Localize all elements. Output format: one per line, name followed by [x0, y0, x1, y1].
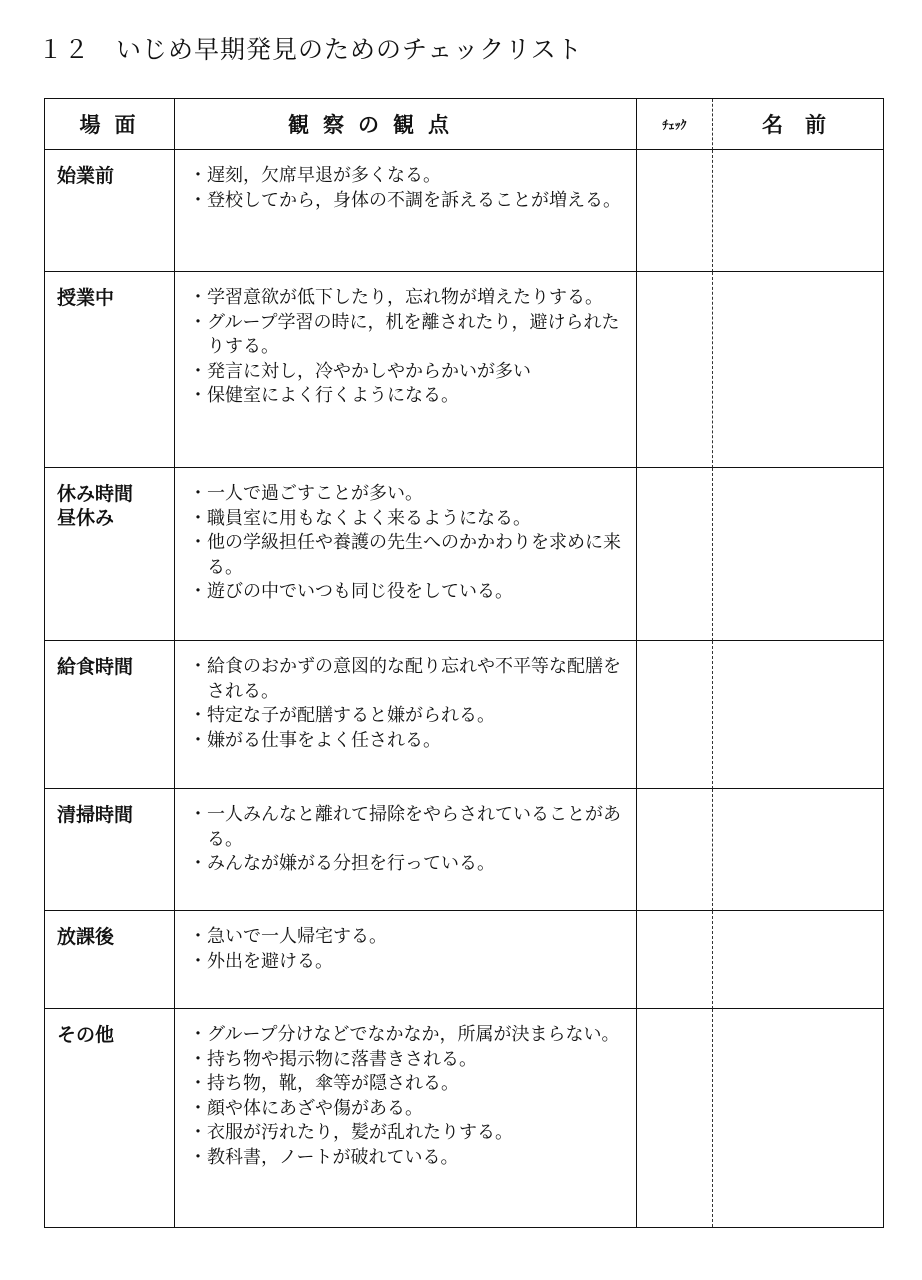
observation-item: ・ 給食のおかずの意図的な配り忘れや不平等な配膳をされる。: [189, 655, 628, 704]
scene-cell: 給食時間: [45, 641, 175, 789]
observation-item: ・ グループ学習の時に，机を離されたり，避けられたりする。: [189, 311, 628, 360]
observation-list: [189, 1023, 628, 1171]
checklist-table: [44, 98, 884, 1228]
observation-item: ・ 遊びの中でいつも同じ役をしている。: [189, 580, 628, 605]
name-cell[interactable]: [713, 911, 883, 1009]
observation-item: ・ 衣服が汚れたり，髪が乱れたりする。: [189, 1121, 628, 1146]
observation-item: ・ 遅刻，欠席早退が多くなる。: [189, 164, 628, 189]
observation-item: ・ 持ち物や掲示物に落書きされる。: [189, 1048, 628, 1073]
observation-item: ・ 発言に対し，冷やかしやからかいが多い: [189, 360, 628, 385]
observation-item: ・ 持ち物，靴，傘等が隠される。: [189, 1072, 628, 1097]
observation-item: ・ 急いで一人帰宅する。: [189, 925, 628, 950]
observation-list: [189, 164, 628, 213]
observation-item: ・ グループ分けなどでなかなか，所属が決まらない。: [189, 1023, 628, 1048]
header-scene: 場面: [45, 99, 175, 150]
observation-cell: [175, 789, 637, 911]
name-cell[interactable]: [713, 468, 883, 641]
name-cell[interactable]: [713, 150, 883, 272]
observation-cell: [175, 272, 637, 468]
observation-list: [189, 925, 628, 974]
scene-cell: 清掃時間: [45, 789, 175, 911]
check-cell[interactable]: [637, 911, 713, 1009]
name-cell[interactable]: [713, 789, 883, 911]
check-cell[interactable]: [637, 1009, 713, 1227]
observation-item: ・ 特定な子が配膳すると嫌がられる。: [189, 704, 628, 729]
observation-item: ・ 一人で過ごすことが多い。: [189, 482, 628, 507]
observation-item: ・ 職員室に用もなくよく来るようになる。: [189, 507, 628, 532]
name-cell[interactable]: [713, 641, 883, 789]
observation-item: ・ 保健室によく行くようになる。: [189, 384, 628, 409]
scene-cell: 放課後: [45, 911, 175, 1009]
observation-list: [189, 803, 628, 877]
observation-cell: [175, 1009, 637, 1227]
observation-item: ・ みんなが嫌がる分担を行っている。: [189, 852, 628, 877]
scene-cell: その他: [45, 1009, 175, 1227]
observation-item: ・ 教科書，ノートが破れている。: [189, 1146, 628, 1171]
header-check: ﾁｪｯｸ: [637, 99, 713, 150]
check-cell[interactable]: [637, 641, 713, 789]
observation-list: [189, 286, 628, 409]
check-cell[interactable]: [637, 150, 713, 272]
observation-item: ・ 外出を避ける。: [189, 950, 628, 975]
check-cell[interactable]: [637, 272, 713, 468]
observation-cell: [175, 468, 637, 641]
observation-cell: [175, 641, 637, 789]
observation-item: ・ 登校してから，身体の不調を訴えることが増える。: [189, 189, 628, 214]
observation-item: ・ 他の学級担任や養護の先生へのかかわりを求めに来る。: [189, 531, 628, 580]
scene-cell: 授業中: [45, 272, 175, 468]
check-cell[interactable]: [637, 789, 713, 911]
observation-item: ・ 一人みんなと離れて掃除をやらされていることがある。: [189, 803, 628, 852]
observation-item: ・ 嫌がる仕事をよく任される。: [189, 729, 628, 754]
page-title: １２ いじめ早期発見のためのチェックリスト: [38, 35, 583, 64]
observation-cell: [175, 150, 637, 272]
scene-cell: 休み時間 昼休み: [45, 468, 175, 641]
observation-list: [189, 655, 628, 753]
name-cell[interactable]: [713, 272, 883, 468]
observation-item: ・ 顔や体にあざや傷がある。: [189, 1097, 628, 1122]
header-observation: 観察の観点: [175, 99, 637, 150]
header-name: 名前: [713, 99, 883, 150]
check-cell[interactable]: [637, 468, 713, 641]
name-cell[interactable]: [713, 1009, 883, 1227]
observation-list: [189, 482, 628, 605]
scene-cell: 始業前: [45, 150, 175, 272]
observation-item: ・ 学習意欲が低下したり，忘れ物が増えたりする。: [189, 286, 628, 311]
observation-cell: [175, 911, 637, 1009]
